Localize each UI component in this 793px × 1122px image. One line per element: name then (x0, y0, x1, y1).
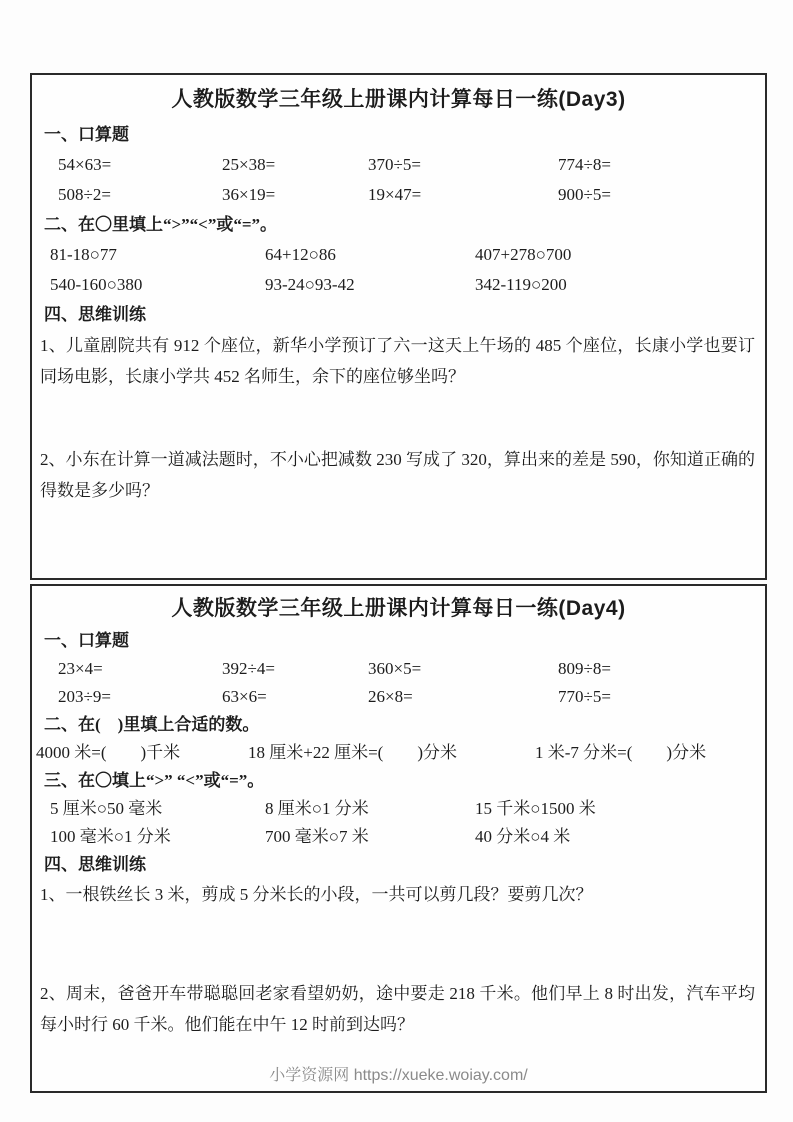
day3-compare-row (32, 270, 765, 300)
compare-cell: 40 分米○4 米 (475, 827, 571, 846)
compare-cell: 81-18○77 (50, 245, 117, 264)
day3-compare-row (32, 240, 765, 270)
compare-cell: 540-160○380 (50, 275, 143, 294)
compare-cell: 100 毫米○1 分米 (50, 827, 171, 846)
calc-cell: 36×19= (222, 185, 276, 204)
compare-cell: 64+12○86 (265, 245, 336, 264)
worksheet-day3-title: 人教版数学三年级上册课内计算每日一练(Day3) (171, 88, 626, 111)
day3-calc-row (32, 180, 765, 210)
worksheet-day4 (30, 584, 767, 1093)
compare-cell: 5 厘米○50 毫米 (50, 799, 163, 818)
compare-cell: 93-24○93-42 (265, 275, 355, 294)
day4-section2-heading: 二、在( )里填上合适的数。 (44, 715, 260, 734)
day4-section1-heading: 一、口算题 (44, 631, 129, 650)
worksheet-day3 (30, 73, 767, 580)
calc-cell: 26×8= (368, 687, 413, 706)
day4-calc-row (32, 655, 765, 683)
day3-section4-heading: 四、思维训练 (44, 305, 146, 324)
calc-cell: 63×6= (222, 687, 267, 706)
compare-cell: 407+278○700 (475, 245, 572, 264)
calc-cell: 203÷9= (58, 687, 111, 706)
day3-problem-2: 2、小东在计算一道减法题时，不小心把减数 230 写成了 320，算出来的差是 590，你知道正确的得数是多少吗？ (40, 450, 755, 500)
calc-cell: 900÷5= (558, 185, 611, 204)
calc-cell: 25×38= (222, 155, 276, 174)
fill-cell: 4000 米=( )千米 (36, 743, 181, 762)
calc-cell: 809÷8= (558, 659, 611, 678)
day3-section2-heading: 二、在〇里填上“>”“<”或“=”。 (44, 215, 278, 234)
compare-cell: 700 毫米○7 米 (265, 827, 369, 846)
worksheet-day4-title: 人教版数学三年级上册课内计算每日一练(Day4) (171, 597, 626, 620)
calc-cell: 23×4= (58, 659, 103, 678)
calc-cell: 770÷5= (558, 687, 611, 706)
compare-cell: 8 厘米○1 分米 (265, 799, 369, 818)
calc-cell: 774÷8= (558, 155, 611, 174)
day4-compare-row (32, 823, 765, 851)
day4-compare-row (32, 795, 765, 823)
calc-cell: 508÷2= (58, 185, 111, 204)
calc-cell: 370÷5= (368, 155, 421, 174)
calc-cell: 392÷4= (222, 659, 275, 678)
source-site-footer: 小学资源网 https://xueke.woiay.com/ (269, 1067, 528, 1084)
calc-cell: 360×5= (368, 659, 422, 678)
day4-problem-1: 1、一根铁丝长 3 米，剪成 5 分米长的小段，一共可以剪几段？要剪几次？ (40, 885, 593, 904)
day4-calc-row (32, 683, 765, 711)
day3-section1-heading: 一、口算题 (44, 125, 129, 144)
day4-problem-2: 2、周末，爸爸开车带聪聪回老家看望奶奶，途中要走 218 千米。他们早上 8 时出发，汽车平均每小时行 60 千米。他们能在中午 12 时前到达吗？ (40, 984, 755, 1034)
calc-cell: 19×47= (368, 185, 422, 204)
day4-fill-row (32, 739, 765, 767)
fill-cell: 1 米-7 分米=( )分米 (535, 743, 707, 762)
fill-cell: 18 厘米+22 厘米=( )分米 (248, 743, 457, 762)
calc-cell: 54×63= (58, 155, 112, 174)
day3-problem-1: 1、儿童剧院共有 912 个座位，新华小学预订了六一这天上午场的 485 个座位，长康小学也要订同场电影，长康小学共 452 名师生，余下的座位够坐吗？ (40, 336, 755, 386)
day3-calc-row (32, 150, 765, 180)
compare-cell: 15 千米○1500 米 (475, 799, 596, 818)
day4-section4-heading: 四、思维训练 (44, 855, 146, 874)
day4-section3-heading: 三、在〇填上“>” “<”或“=”。 (44, 771, 265, 790)
compare-cell: 342-119○200 (475, 275, 567, 294)
